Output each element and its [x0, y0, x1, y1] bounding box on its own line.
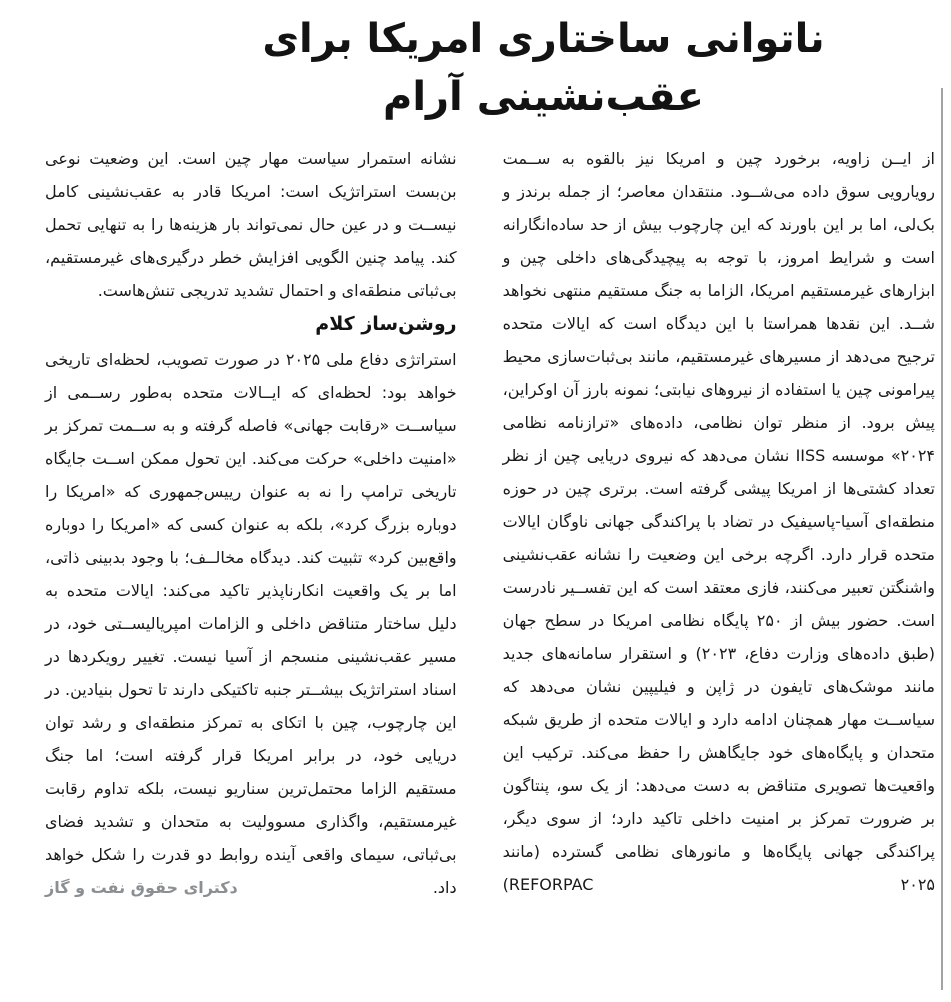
- section-subhead: روشن‌ساز کلام: [315, 313, 457, 335]
- author-credential-tag: دکترای حقوق نفت و گاز: [45, 878, 238, 897]
- article-title: ناتوانی ساختاری امریکا برای عقب‌نشینی آرام: [262, 16, 825, 120]
- paragraph-text: استراتژی دفاع ملی ۲۰۲۵ در صورت تصویب، لحظه‌ای تاریخی خواهد بود: لحظه‌ای که ایــالات متحده به‌طور رســمی از سیاســت «رقابت جهانی» فاصله گرفته و به ســمت تمرکز بر «امنیت داخلی» حرکت می‌کند. این تحول ممکن اســت جایگاه تاریخی ترامپ را نه به عنوان رییس‌جمهوری که «امریکا را دوباره بزرگ کرد»، بلکه به عنوان کسی که «امریکا را دوباره واقع‌بین کرد» تثبیت کند. دیدگاه مخالــف؛ با وجود بدبینی ذاتی، اما بر یک واقعیت انکارناپذیر تاکید می‌کند: ایالات متحده به دلیل ساختار متناقض داخلی و الزامات امپریالیســتی خود، در مسیر عقب‌نشینی منسجم از آسیا نیست. تغییر رویکردها در اسناد استراتژیک بیشــتر جنبه تاکتیکی دارند تا تحول بنیادین. در این چارچوب، چین با اتکای به تمرکز منطقه‌ای و رشد توان دریایی خود، در برابر امریکا قرار گرفته است؛ اما جنگ مستقیم الزاما محتمل‌ترین سناریو نیست، بلکه تداوم رقابت غیرمستقیم، واگذاری مسوولیت به متحدان و تشدید فضای بی‌ثباتی، سیمای واقعی آینده روابط دو قدرت را شکل خواهد داد.: [45, 350, 457, 897]
- column-right: [503, 142, 935, 904]
- body-paragraph: [45, 343, 457, 904]
- column-rule-divider: [941, 88, 943, 990]
- column-left: [45, 142, 457, 904]
- body-paragraph: از ایــن زاویه، برخورد چین و امریکا نیز بالقوه به ســمت رویارویی سوق داده می‌شــود. منتقدان معاصر؛ از جمله برندز و بک‌لی، اما بر این باورند که این چارچوب بیش از حد ساده‌انگارانه است و شرایط امروز، با توجه به پیچیدگی‌های داخلی چین و ابزارهای غیرمستقیم امریکا، الزاما به جنگ مستقیم منتهی نخواهد شــد. این نقدها همراستا با این دیدگاه است که ایالات متحده ترجیح می‌دهد از مسیرهای غیرمستقیم، مانند بی‌ثبات‌سازی محیط پیرامونی چین یا استفاده از نیروهای نیابتی؛ نمونه بارز آن اوکراین، پیش برود. از منظر توان نظامی، داده‌های «ترازنامه نظامی ۲۰۲۴» موسسه IISS نشان می‌دهد که نیروی دریایی چین از نظر تعداد کشتی‌ها از امریکا پیشی گرفته است. برتری چین در حوزه منطقه‌ای آسیا-پاسیفیک در تضاد با پراکندگی جهانی ناوگان ایالات متحده قرار دارد. اگرچه برخی این وضعیت را نشانه عقب‌نشینی واشنگتن تعبیر می‌کنند، فازی معتقد است که این تفســیر نادرست است. حضور بیش از ۲۵۰ پایگاه نظامی امریکا در سطح جهان (طبق داده‌های وزارت دفاع، ۲۰۲۳) و استقرار سامانه‌های جدید مانند موشک‌های تایفون در ژاپن و فیلیپین نشان می‌دهد که سیاســت مهار همچنان ادامه دارد و ایالات متحده از طریق شبکه متحدان و پایگاه‌های خود جایگاهش را حفظ می‌کند. ترکیب این واقعیت‌ها تصویری متناقض به دست می‌دهد: از یک سو، پنتاگون بر ضرورت تمرکز بر امنیت داخلی تاکید دارد؛ از سوی دیگر، پراکندگی جهانی پایگاه‌ها و مانورهای نظامی گسترده (مانند REFORPAC ۲۰۲۵): [502, 149, 936, 894]
- body-paragraph: نشانه استمرار سیاست مهار چین است. این وضعیت نوعی بن‌بست استراتژیک است: امریکا قادر به عقب‌نشینی کامل نیســت و در عین حال نمی‌تواند بار هزینه‌ها را به تنهایی تحمل کند. پیامد چنین الگویی افزایش خطر درگیری‌های غیرمستقیم، بی‌ثباتی منطقه‌ای و احتمال تشدید تدریجی تنش‌هاست.: [45, 149, 457, 300]
- article-columns: [0, 142, 951, 904]
